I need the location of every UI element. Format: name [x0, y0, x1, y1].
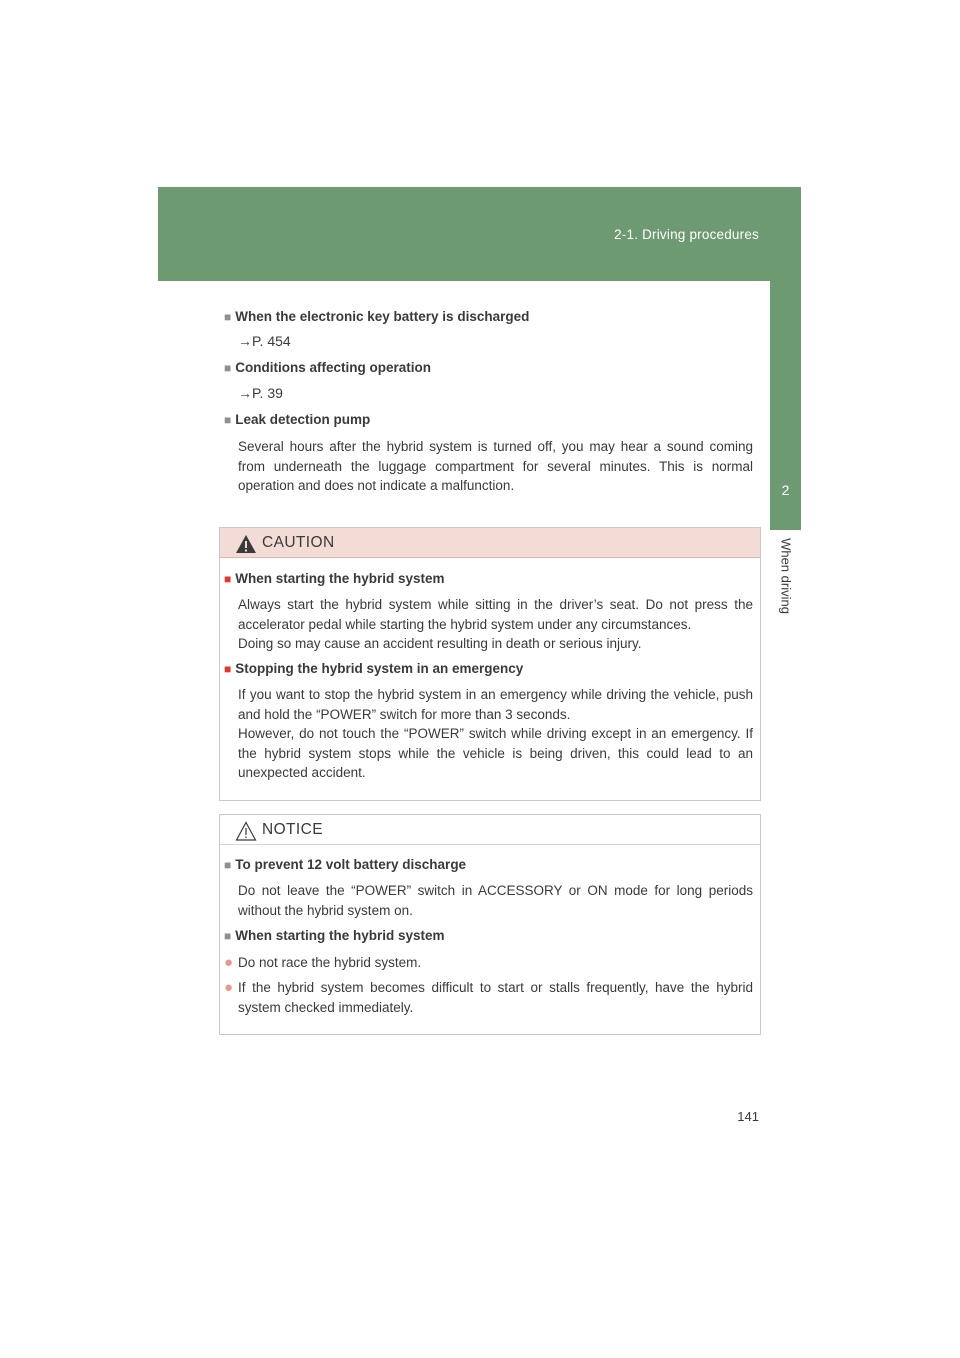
section-heading-conditions — [224, 360, 431, 375]
square-bullet-icon: ■ — [224, 662, 232, 676]
section-heading-key-battery — [224, 309, 529, 324]
square-bullet-icon: ■ — [224, 413, 232, 427]
header-band — [158, 187, 801, 281]
caution-title: CAUTION — [262, 534, 335, 551]
caution-item-text: However, do not touch the “POWER” switch while driving except in an emergency. If the hybrid system stops while the vehicle is being driven, this could lead to an unexpected accident. — [238, 726, 753, 780]
caution-item-text: Always start the hybrid system while sitting in the driver’s seat. Do not press the accelerator pedal while starting the hybrid system under any circumstances. — [238, 597, 753, 632]
square-bullet-icon: ■ — [224, 572, 232, 586]
bullet-text: If the hybrid system becomes difficult to start or stalls frequently, have the hybrid system checked immediately. — [238, 980, 753, 1015]
page-reference: →P. 39 — [238, 385, 283, 401]
heading-text: When the electronic key battery is discharged — [235, 309, 530, 324]
caution-box — [219, 527, 761, 801]
heading-text: When starting the hybrid system — [235, 571, 445, 586]
notice-bullet — [224, 953, 754, 973]
notice-item-text: Do not leave the “POWER” switch in ACCESSORY or ON mode for long periods without the hybrid system on. — [238, 883, 753, 918]
heading-text: To prevent 12 volt battery discharge — [235, 857, 467, 872]
warning-triangle-icon — [235, 534, 257, 554]
square-bullet-icon: ■ — [224, 929, 232, 943]
page-reference: →P. 454 — [238, 333, 291, 349]
notice-header — [220, 815, 760, 845]
notice-item-heading — [224, 857, 466, 872]
bullet-text: Do not race the hybrid system. — [238, 955, 422, 970]
caution-item-heading — [224, 571, 445, 586]
square-bullet-icon: ■ — [224, 361, 232, 375]
caution-item-text: If you want to stop the hybrid system in an emergency while driving the vehicle, push and hold the “POWER” switch for more than 3 seconds. — [238, 687, 753, 722]
square-bullet-icon: ■ — [224, 858, 232, 872]
section-heading-leak-pump — [224, 412, 370, 427]
notice-box — [219, 814, 761, 1035]
caution-header — [220, 528, 760, 558]
chapter-label: When driving — [778, 538, 794, 614]
page-number: 141 — [737, 1109, 759, 1124]
heading-text: Stopping the hybrid system in an emergency — [235, 661, 524, 676]
square-bullet-icon: ■ — [224, 310, 232, 324]
heading-text: When starting the hybrid system — [235, 928, 445, 943]
leak-pump-text: Several hours after the hybrid system is turned off, you may hear a sound coming from underneath the luggage compartment for several minutes. This is normal operation and does not indicate a malfunction. — [238, 439, 753, 493]
notice-title: NOTICE — [262, 821, 323, 838]
notice-item-heading — [224, 928, 445, 943]
bullet-dot-icon: ● — [224, 979, 234, 996]
chapter-number: 2 — [781, 482, 790, 498]
section-title: 2-1. Driving procedures — [614, 227, 759, 242]
caution-item-text: Doing so may cause an accident resulting in death or serious injury. — [238, 636, 642, 651]
heading-text: Conditions affecting operation — [235, 360, 431, 375]
heading-text: Leak detection pump — [235, 412, 371, 427]
caution-item-heading — [224, 661, 523, 676]
bullet-dot-icon: ● — [224, 954, 234, 971]
warning-triangle-outline-icon — [235, 821, 257, 841]
chapter-tab — [770, 187, 801, 530]
notice-bullet — [224, 978, 754, 1015]
